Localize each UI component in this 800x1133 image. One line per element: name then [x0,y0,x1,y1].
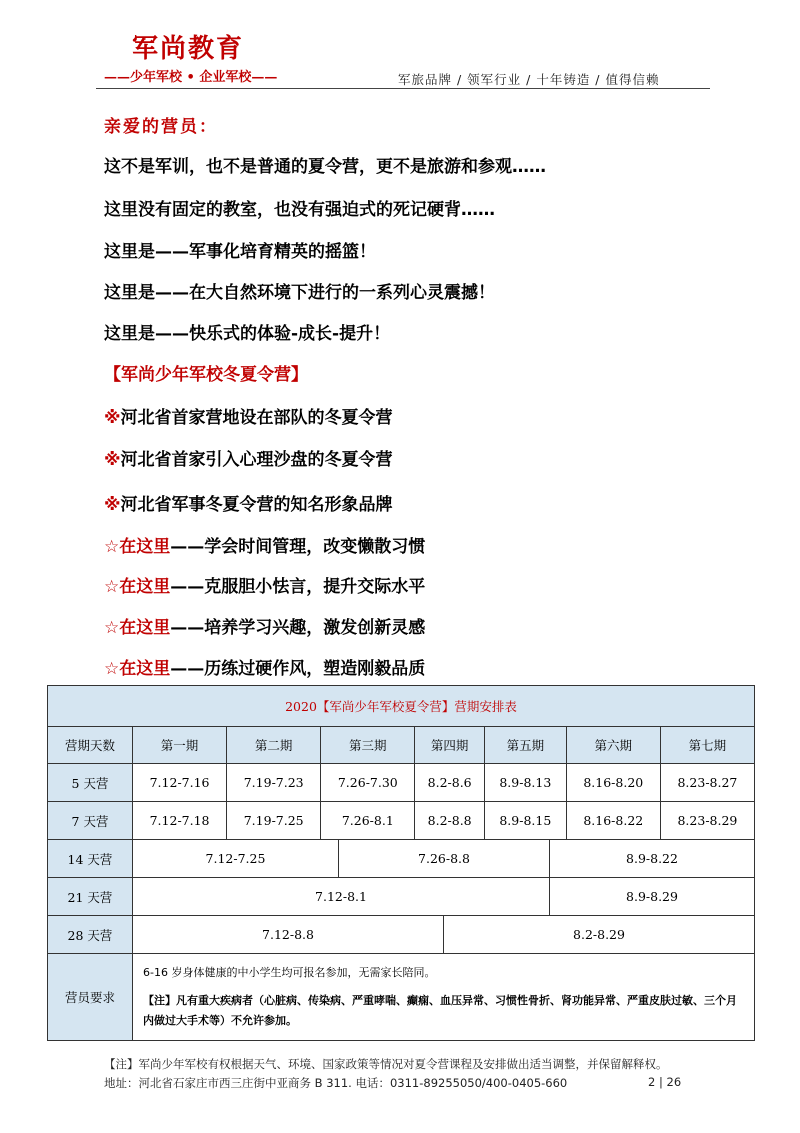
table-row-28-day [48,916,755,954]
requirements-line-1: 6-16 岁身体健康的中小学生均可报名参加，无需家长陪同。 [143,966,436,979]
header-cell-period: 第三期 [321,727,415,764]
table-cell: 8.9-8.13 [484,764,566,802]
table-cell: 7.12-8.1 [133,878,550,916]
table-cell: 8.23-8.29 [660,802,754,840]
table-cell: 8.9-8.15 [484,802,566,840]
table-cell: 7.26-8.8 [339,840,550,878]
intro-line-4: 这里是——在大自然环境下进行的一系列心灵震撼！ [104,283,495,303]
row-label: 14 天营 [48,840,133,878]
schedule-table [47,685,755,840]
feature-mark: ※ [104,450,121,470]
schedule-table-28-day [47,915,755,1041]
highlight-item-1 [104,532,425,557]
footer-note: 【注】军尚少年军校有权根据天气、环境、国家政策等情况对夏令营课程及安排做出适当调整，并保留解释权。 [104,1057,668,1071]
schedule-title: 2020【军尚少年军校夏令营】营期安排表 [48,686,755,727]
row-label: 营员要求 [48,954,133,1041]
table-cell: 7.26-8.1 [321,802,415,840]
table-cell: 8.23-8.27 [660,764,754,802]
highlight-lead: ☆在这里 [104,577,171,597]
highlight-text: ——克服胆小怯言，提升交际水平 [170,577,426,597]
intro-line-5: 这里是——快乐式的体验-成长-提升！ [104,324,391,344]
feature-item-1 [104,403,393,428]
schedule-table-14-day [47,839,755,916]
header-motto: 军旅品牌 / 领军行业 / 十年铸造 / 值得信赖 [398,72,660,87]
header-cell-days: 营期天数 [48,727,133,764]
logo-title: 军尚教育 [132,34,245,64]
header-cell-period: 第六期 [566,727,660,764]
highlight-item-4 [104,654,425,679]
highlight-text: ——培养学习兴趣，激发创新灵感 [170,618,426,638]
table-cell: 8.16-8.22 [566,802,660,840]
header-divider [96,88,710,89]
highlight-text: ——历练过硬作风，塑造刚毅品质 [170,659,426,679]
intro-line-3: 这里是——军事化培育精英的摇篮！ [104,242,376,262]
feature-mark: ※ [104,495,121,515]
feature-mark: ※ [104,408,121,428]
highlight-item-3 [104,613,425,638]
table-cell: 7.12-8.8 [133,916,444,954]
table-row-requirements [48,954,755,1041]
row-label: 5 天营 [48,764,133,802]
table-cell: 7.12-7.25 [133,840,339,878]
header-cell-period: 第七期 [660,727,754,764]
table-cell: 7.12-7.18 [133,802,227,840]
feature-text: 河北省军事冬夏令营的知名形象品牌 [120,495,393,515]
requirements-note: 【注】凡有重大疾病者（心脏病、传染病、严重哮喘、癫痫、血压异常、习惯性骨折、肾功能异常、严重皮肤过敏、三个月内做过大手术等）不允许参加。 [143,994,737,1027]
page-number: 2 | 26 [648,1075,682,1089]
highlight-item-2 [104,572,425,597]
salutation: 亲爱的营员： [104,117,218,137]
highlight-lead: ☆在这里 [104,537,171,557]
table-cell: 8.2-8.8 [415,802,485,840]
feature-text: 河北省首家营地设在部队的冬夏令营 [120,408,393,428]
feature-text: 河北省首家引入心理沙盘的冬夏令营 [120,450,393,470]
section-title: 【军尚少年军校冬夏令营】 [104,365,308,385]
table-row-7-day [48,802,755,840]
intro-line-2: 这里没有固定的教室，也没有强迫式的死记硬背…… [104,200,495,220]
footer-address: 地址：河北省石家庄市西三庄街中亚商务 B 311. 电话：0311-89255050/400-0405-660 [104,1076,568,1090]
requirements-text [133,954,755,1041]
table-cell: 7.26-7.30 [321,764,415,802]
header-cell-period: 第一期 [133,727,227,764]
highlight-lead: ☆在这里 [104,618,171,638]
table-cell: 8.2-8.6 [415,764,485,802]
row-label: 21 天营 [48,878,133,916]
highlight-text: ——学会时间管理，改变懒散习惯 [170,537,426,557]
intro-line-1: 这不是军训，也不是普通的夏令营，更不是旅游和参观…… [104,157,546,177]
table-cell: 8.9-8.22 [550,840,755,878]
row-label: 7 天营 [48,802,133,840]
row-label: 28 天营 [48,916,133,954]
table-row-5-day [48,764,755,802]
table-cell: 8.16-8.20 [566,764,660,802]
table-cell: 8.9-8.29 [550,878,755,916]
feature-item-2 [104,445,393,470]
table-cell: 7.12-7.16 [133,764,227,802]
table-cell: 7.19-7.25 [227,802,321,840]
highlight-lead: ☆在这里 [104,659,171,679]
table-cell: 8.2-8.29 [444,916,755,954]
header-cell-period: 第五期 [484,727,566,764]
feature-item-3 [104,490,393,515]
header-cell-period: 第四期 [415,727,485,764]
table-row-21-day [48,878,755,916]
table-cell: 7.19-7.23 [227,764,321,802]
header-cell-period: 第二期 [227,727,321,764]
logo-subtitle: ——少年军校 • 企业军校—— [104,70,278,85]
table-row-14-day [48,840,755,878]
